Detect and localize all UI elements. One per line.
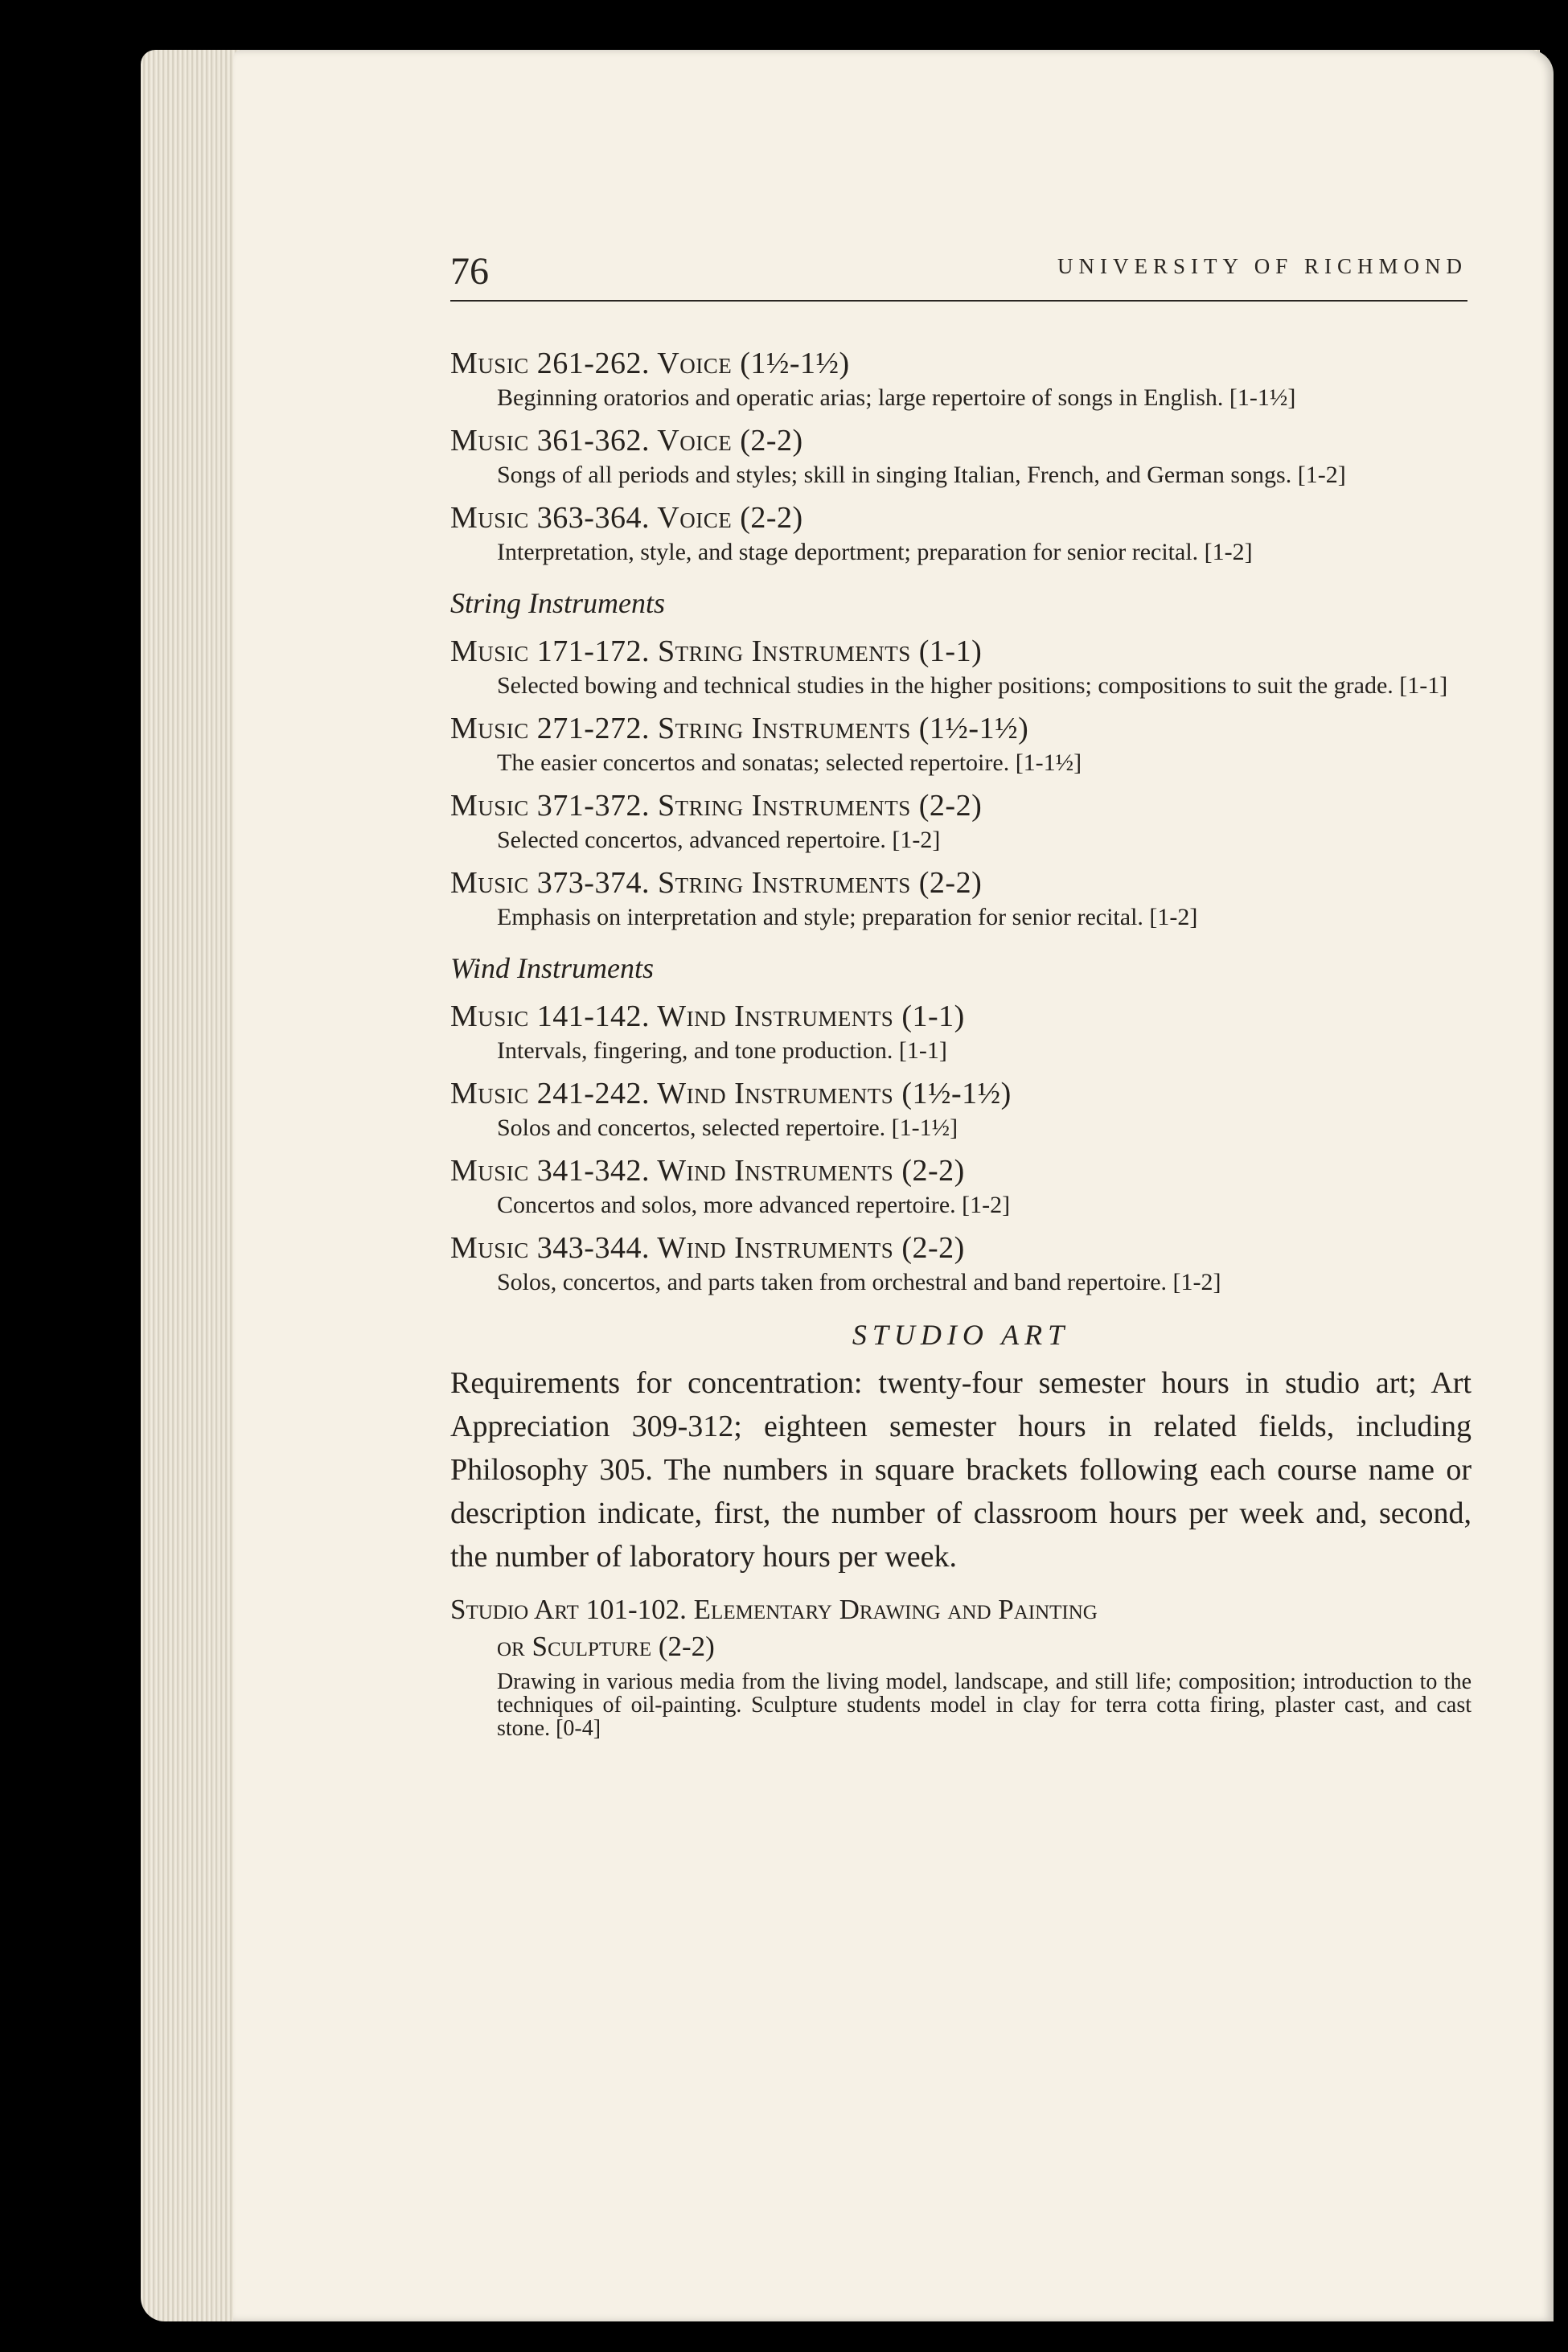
course-credits: (2-2) [918, 789, 983, 823]
course-description: Intervals, fingering, and tone production. [1-1] [497, 1037, 947, 1064]
course-title: Music 171-172. String Instruments (1-1) [450, 634, 983, 668]
wind-instruments-heading: Wind Instruments [450, 952, 655, 984]
course-credits: (2-2) [740, 501, 803, 535]
page-header [450, 249, 1467, 298]
course-description: Emphasis on interpretation and style; preparation for senior recital. [1-2] [497, 904, 1198, 930]
course-title: Music 241-242. Wind Instruments (1½-1½) [450, 1077, 1012, 1110]
course-credits: (1½-1½) [901, 1077, 1012, 1110]
course-entry [450, 419, 1472, 490]
course-title: Music 361-362. Voice (2-2) [450, 424, 803, 458]
studio-art-intro: Requirements for concentration: twenty-four semester hours in studio art; Art Appreciation 309-312; eighteen semester hours in related fields, including Philosophy 305. The numbers in square brackets following each course name or description indicate, first, the number of classroom hours per week and, second, the number of laboratory hours per week. [450, 1366, 1472, 1574]
course-description: Solos and concertos, selected repertoire. [1-1½] [497, 1114, 958, 1141]
studio-art-course-title [450, 1591, 1472, 1665]
course-credits: (1-1) [918, 634, 983, 668]
course-entry [450, 630, 1472, 700]
course-title: Music 271-272. String Instruments (1½-1½) [450, 712, 1029, 745]
string-instruments-heading: String Instruments [450, 587, 666, 619]
running-head: UNIVERSITY OF RICHMOND [1057, 254, 1467, 278]
course-title: Music 343-344. Wind Instruments (2-2) [450, 1231, 965, 1265]
course-description: Interpretation, style, and stage deportment; preparation for senior recital. [1-2] [497, 539, 1253, 565]
course-credits: (2-2) [740, 424, 803, 458]
course-entry [450, 342, 1472, 413]
header-rule [450, 300, 1467, 302]
course-entry [450, 784, 1472, 855]
course-credits: (1-1) [901, 999, 965, 1033]
course-description: Songs of all periods and styles; skill in singing Italian, French, and German songs. [1-2] [497, 462, 1346, 488]
course-title: Music 341-342. Wind Instruments (2-2) [450, 1154, 965, 1188]
course-title: Music 141-142. Wind Instruments (1-1) [450, 999, 965, 1033]
course-description: Concertos and solos, more advanced repertoire. [1-2] [497, 1192, 1011, 1218]
course-title: Music 373-374. String Instruments (2-2) [450, 866, 983, 900]
page-content [450, 342, 1472, 1740]
course-description: Solos, concertos, and parts taken from orchestral and band repertoire. [1-2] [497, 1269, 1221, 1295]
course-title: Music 261-262. Voice (1½-1½) [450, 347, 850, 380]
course-entry [450, 1149, 1472, 1220]
studio-art-heading: STUDIO ART [852, 1319, 1070, 1351]
course-credits: (2-2) [901, 1154, 965, 1188]
course-title-line: or Sculpture (2-2) [497, 1631, 715, 1662]
course-title-line: Studio Art 101-102. Elementary Drawing and Painting [450, 1594, 1098, 1625]
course-credits: (2-2) [918, 866, 983, 900]
course-entry [450, 707, 1472, 778]
course-title: Music 363-364. Voice (2-2) [450, 501, 803, 535]
course-entry [450, 496, 1472, 567]
page-number: 76 [450, 250, 489, 293]
studio-art-course-description: Drawing in various media from the living model, landscape, and still life; composition; introduction to the techniques of oil-painting. Sculpture students model in clay for terra cotta firing, plaster cast, and cast stone. [0-4] [497, 1669, 1472, 1741]
course-entry [450, 995, 1472, 1065]
course-credits: (1½-1½) [918, 712, 1029, 745]
course-entry [450, 1226, 1472, 1297]
course-description: Selected concertos, advanced repertoire. [1-2] [497, 827, 941, 853]
course-entry [450, 861, 1472, 932]
course-description: Beginning oratorios and operatic arias; large repertoire of songs in English. [1-1½] [497, 384, 1296, 411]
course-credits: (2-2) [901, 1231, 965, 1265]
course-description: Selected bowing and technical studies in the higher positions; compositions to suit the grade. [1-1] [497, 672, 1448, 699]
course-entry [450, 1072, 1472, 1143]
course-title: Music 371-372. String Instruments (2-2) [450, 789, 983, 823]
course-credits: (1½-1½) [740, 347, 850, 380]
course-description: The easier concertos and sonatas; selected repertoire. [1-1½] [497, 749, 1082, 776]
